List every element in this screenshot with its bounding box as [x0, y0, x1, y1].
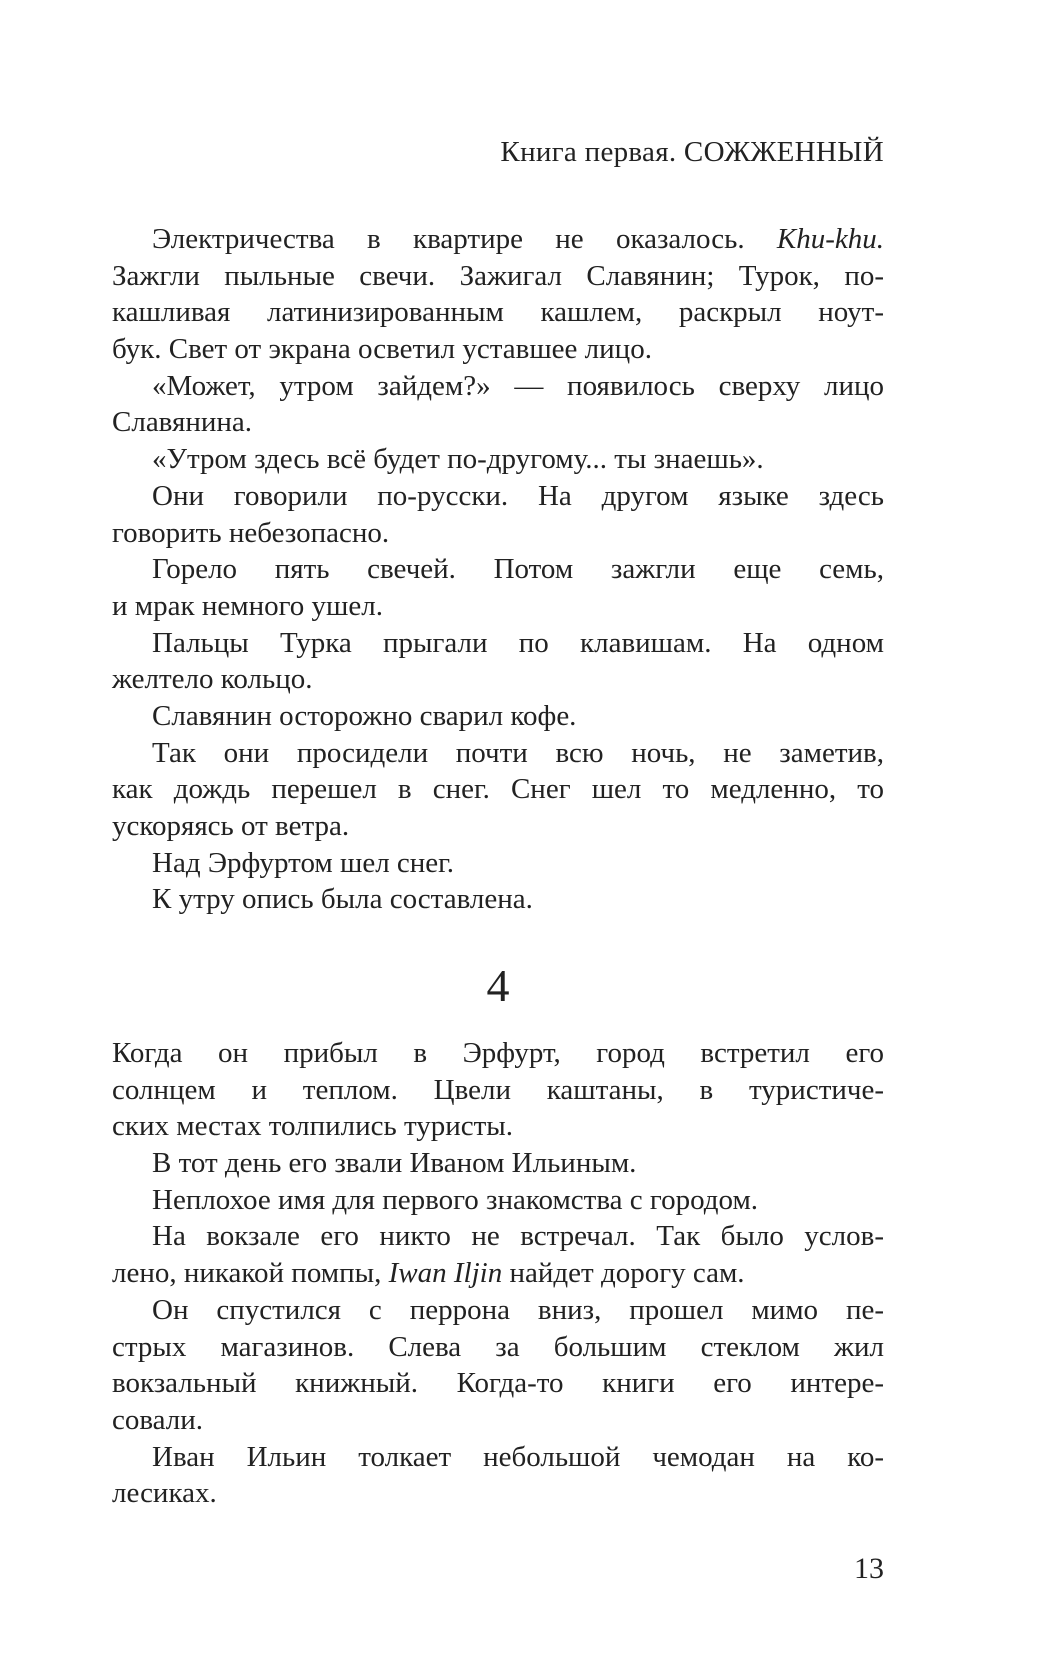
text-line	[112, 1218, 884, 1255]
text-line	[112, 551, 884, 588]
text-line	[112, 294, 884, 331]
text-segment: ускоряясь от ветра.	[112, 810, 350, 842]
text-segment: лено, никакой помпы,	[112, 1257, 389, 1290]
text-segment: К утру опись была составлена.	[152, 883, 533, 916]
text-line	[112, 221, 884, 258]
text-line	[112, 331, 884, 368]
text-line	[112, 258, 884, 295]
text-line	[112, 1365, 884, 1402]
text-segment: лесиках.	[112, 1477, 217, 1510]
text-line	[112, 1108, 884, 1145]
text-section-top	[112, 221, 884, 918]
text-segment: «Может, утром зайдем?» — появилось сверху лицо	[152, 369, 884, 402]
text-segment: совали.	[112, 1403, 204, 1436]
text-segment: Зажгли пыльные свечи. Зажигал Славянин; Турок, по-	[112, 259, 884, 292]
text-line	[112, 1072, 884, 1109]
text-line	[112, 1439, 884, 1476]
text-segment: найдет дорогу сам.	[502, 1257, 745, 1290]
text-line	[112, 1292, 884, 1329]
text-line	[112, 735, 884, 772]
text-segment: как дождь перешел в снег. Снег шел то медленно, то	[112, 773, 884, 806]
text-segment: желтело кольцо.	[112, 663, 313, 696]
text-segment: Над Эрфуртом шел снег.	[152, 846, 455, 879]
text-segment: Горело пять свечей. Потом зажгли еще семь,	[152, 553, 884, 586]
text-line	[112, 404, 884, 441]
page-number: 13	[854, 1552, 884, 1585]
text-segment: солнцем и теплом. Цвели каштаны, в туристиче-	[112, 1073, 884, 1106]
text-line	[112, 478, 884, 515]
text-segment: говорить небезопасно.	[112, 516, 390, 549]
text-segment: кашливая латинизированным кашлем, раскрыл ноут-	[112, 296, 884, 329]
italic-text: Iwan Iljin	[388, 1257, 503, 1290]
text-segment: Иван Ильин толкает небольшой чемодан на ко-	[152, 1440, 884, 1473]
chapter-number-heading: 4	[486, 960, 510, 1011]
text-line	[112, 1182, 884, 1219]
text-line	[112, 1329, 884, 1366]
text-segment: В тот день его звали Иваном Ильиным.	[152, 1147, 637, 1180]
text-segment: вокзальный книжный. Когда-то книги его интере-	[112, 1367, 884, 1400]
running-header: Книга первая. СОЖЖЕННЫЙ	[500, 136, 884, 168]
text-segment: и мрак немного ушел.	[112, 589, 383, 622]
text-line	[112, 515, 884, 552]
text-segment: Славянин осторожно сварил кофе.	[152, 699, 577, 732]
text-segment: «Утром здесь всё будет по-другому... ты знаешь».	[152, 443, 764, 476]
text-segment: Он спустился с перрона вниз, прошел мимо пе-	[152, 1293, 884, 1326]
text-segment: Так они просидели почти всю ночь, не заметив,	[152, 736, 884, 769]
text-line	[112, 845, 884, 882]
text-line	[112, 698, 884, 735]
text-line	[112, 1255, 884, 1292]
text-line	[112, 588, 884, 625]
text-line	[112, 771, 884, 808]
text-segment: бук. Свет от экрана осветил уставшее лицо.	[112, 333, 652, 366]
text-segment: стрых магазинов. Слева за большим стеклом жил	[112, 1330, 884, 1363]
text-segment: Пальцы Турка прыгали по клавишам. На одном	[152, 626, 884, 659]
text-line	[112, 881, 884, 918]
italic-text: Khu-khu.	[776, 223, 884, 255]
text-segment: На вокзале его никто не встречал. Так было услов-	[152, 1220, 884, 1253]
text-segment: Они говорили по-русски. На другом языке здесь	[152, 479, 884, 512]
text-line	[112, 1402, 884, 1439]
text-segment: Когда он прибыл в Эрфурт, город встретил его	[112, 1037, 884, 1069]
text-section-bottom	[112, 1035, 884, 1512]
text-line	[112, 1475, 884, 1512]
text-segment: ских местах толпились туристы.	[112, 1110, 514, 1143]
text-segment: Славянина.	[112, 406, 253, 439]
text-line	[112, 1145, 884, 1182]
text-segment: Электричества в квартире не оказалось.	[152, 223, 777, 255]
text-line	[112, 625, 884, 662]
text-line	[112, 1035, 884, 1072]
text-line	[112, 368, 884, 405]
text-line	[112, 808, 884, 845]
text-line	[112, 441, 884, 478]
text-segment: Неплохое имя для первого знакомства с городом.	[152, 1183, 759, 1216]
text-line	[112, 661, 884, 698]
